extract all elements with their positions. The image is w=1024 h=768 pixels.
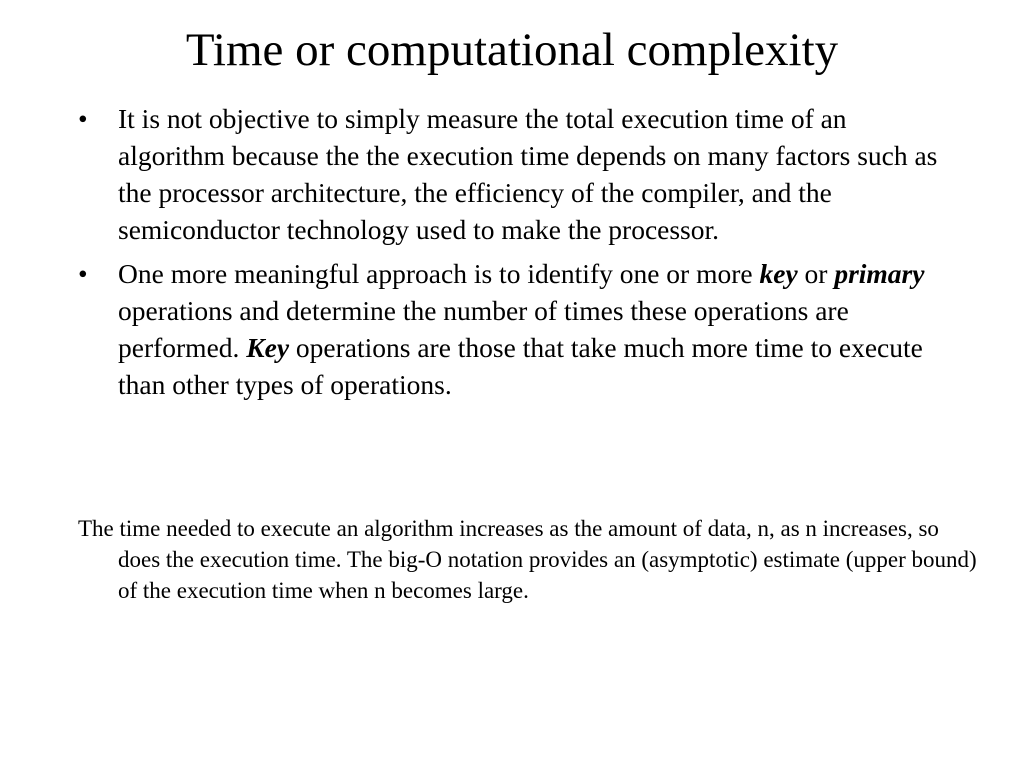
emphasis-key: key — [759, 258, 798, 289]
emphasis-key-2: Key — [246, 332, 290, 363]
bullet-text-part: One more meaningful approach is to identify one or more — [118, 258, 760, 289]
bullet-text-part: or — [797, 258, 835, 289]
bullet-text-part: operations and determine the number of times these operations are performed. — [118, 295, 849, 363]
bullet-text: It is not objective to simply measure the total execution time of an algorithm because the the execution time depends on many factors such as the processor architecture, the efficiency of the compiler, and the semiconductor technology used to make the processor. — [118, 103, 938, 245]
bullet-item-execution-time — [78, 100, 938, 248]
bullet-list — [78, 100, 938, 410]
bullet-item-key-operations — [78, 255, 938, 403]
big-o-note: The time needed to execute an algorithm increases as the amount of data, n, as n increases, so does the execution time. The big-O notation provides an (asymptotic) estimate (upper bound) of the execution time when n becomes large. — [78, 516, 977, 603]
slide-title: Time or computational complexity — [185, 24, 839, 76]
bullet-icon: • — [78, 103, 88, 134]
bullet-text-part: operations are those that take much more time to execute than other types of operations. — [118, 332, 923, 400]
bullet-icon: • — [78, 258, 88, 289]
emphasis-primary: primary — [834, 258, 925, 289]
